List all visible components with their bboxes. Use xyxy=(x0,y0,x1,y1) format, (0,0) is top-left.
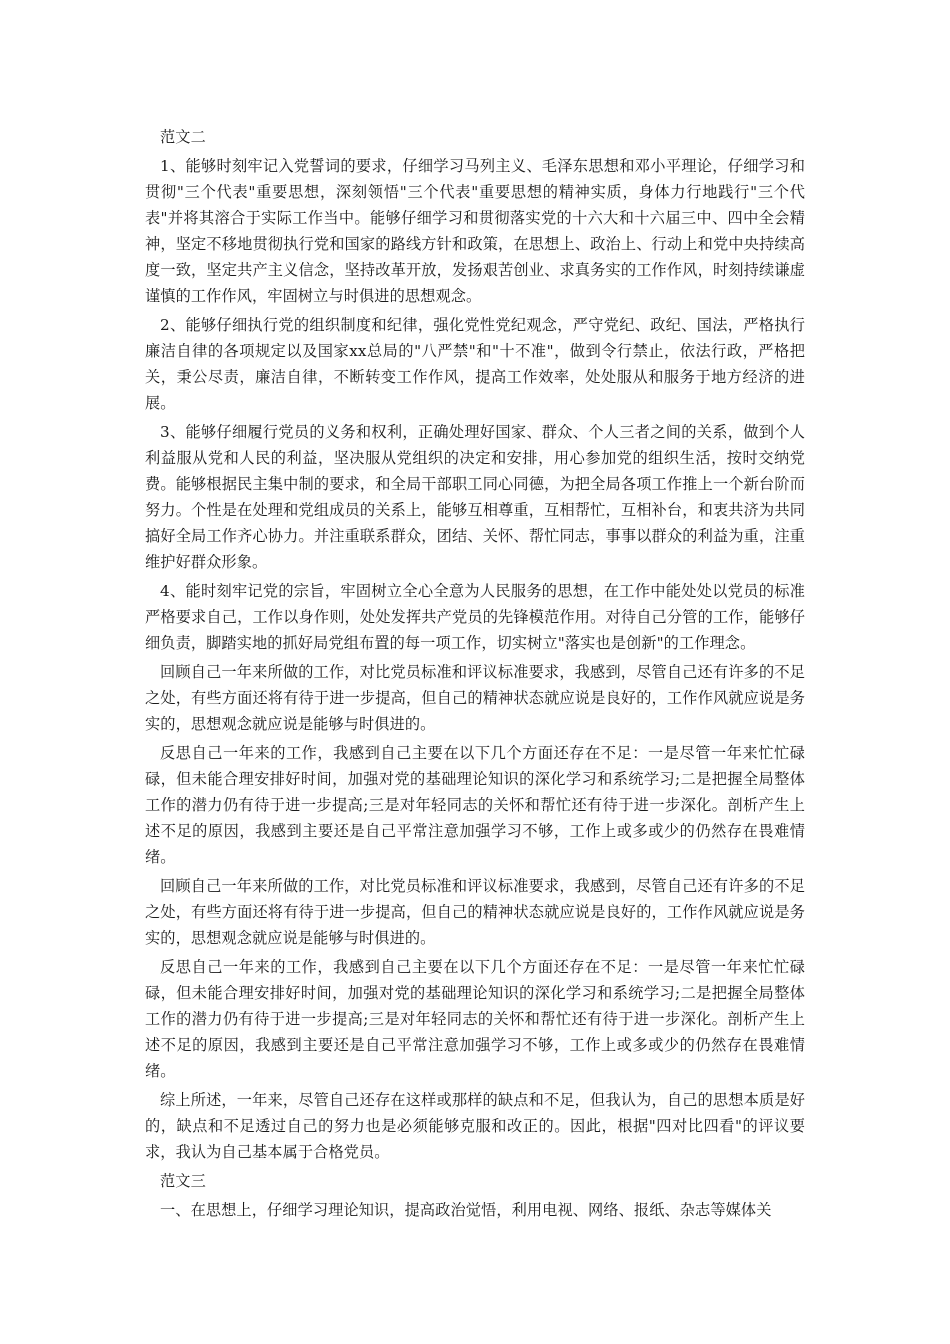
paragraph-2: 2、能够仔细执行党的组织制度和纪律，强化党性党纪观念，严守党纪、政纪、国法，严格执行廉洁自律的各项规定以及国家xx总局的"八严禁"和"十不准"，做到令行禁止，依法行政，严格把关，秉公尽责，廉洁自律，不断转变工作作风，提高工作效率，处处服从和服务于地方经济的进展。 xyxy=(145,316,805,412)
section-heading-3: 范文三 xyxy=(160,1172,206,1190)
paragraph-4: 4、能时刻牢记党的宗旨，牢固树立全心全意为人民服务的思想，在工作中能处处以党员的标准严格要求自己，工作以身作则，处处发挥共产党员的先锋模范作用。对待自己分管的工作，能够仔细负责，脚踏实地的抓好局党组布置的每一项工作，切实树立"落实也是创新"的工作理念。 xyxy=(145,582,805,652)
paragraph-review-2: 回顾自己一年来所做的工作，对比党员标准和评议标准要求，我感到，尽管自己还有许多的不足之处，有些方面还将有待于进一步提高，但自己的精神状态就应说是良好的，工作作风就应说是务实的，思想观念就应说是能够与时俱进的。 xyxy=(145,877,805,947)
document-body xyxy=(145,124,805,1226)
paragraph-reflection-1: 反思自己一年来的工作，我感到自己主要在以下几个方面还存在不足：一是尽管一年来忙忙碌碌，但未能合理安排好时间，加强对党的基础理论知识的深化学习和系统学习;二是把握全局整体工作的潜力仍有待于进一步提高;三是对年轻同志的关怀和帮忙还有待于进一步深化。剖析产生上述不足的原因，我感到主要还是自己平常注意加强学习不够，工作上或多或少的仍然存在畏难情绪。 xyxy=(145,744,805,866)
paragraph-3: 3、能够仔细履行党员的义务和权利，正确处理好国家、群众、个人三者之间的关系，做到个人利益服从党和人民的利益，坚决服从党组织的决定和安排，用心参加党的组织生活，按时交纳党费。能够根据民主集中制的要求，和全局干部职工同心同德，为把全局各项工作推上一个新台阶而努力。个性是在处理和党组成员的关系上，能够互相尊重，互相帮忙，互相补台，和衷共济为共同搞好全局工作齐心协力。并注重联系群众，团结、关怀、帮忙同志，事事以群众的利益为重，注重维护好群众形象。 xyxy=(145,423,805,571)
paragraph-review-1: 回顾自己一年来所做的工作，对比党员标准和评议标准要求，我感到，尽管自己还有许多的不足之处，有些方面还将有待于进一步提高，但自己的精神状态就应说是良好的，工作作风就应说是务实的，思想观念就应说是能够与时俱进的。 xyxy=(145,663,805,733)
paragraph-conclusion: 综上所述，一年来，尽管自己还存在这样或那样的缺点和不足，但我认为，自己的思想本质是好的，缺点和不足透过自己的努力也是必须能够克服和改正的。因此，根据"四对比四看"的评议要求，我认为自己基本属于合格党员。 xyxy=(145,1091,805,1161)
paragraph-3-1: 一、在思想上，仔细学习理论知识，提高政治觉悟，利用电视、网络、报纸、杂志等媒体关 xyxy=(160,1201,772,1219)
section-heading-2: 范文二 xyxy=(160,128,206,146)
paragraph-1: 1、能够时刻牢记入党誓词的要求，仔细学习马列主义、毛泽东思想和邓小平理论，仔细学习和贯彻"三个代表"重要思想，深刻领悟"三个代表"重要思想的精神实质，身体力行地践行"三个代表"并将其溶合于实际工作当中。能够仔细学习和贯彻落实党的十六大和十六届三中、四中全会精神，坚定不移地贯彻执行党和国家的路线方针和政策，在思想上、政治上、行动上和党中央持续高度一致，坚定共产主义信念，坚持改革开放，发扬艰苦创业、求真务实的工作作风，时刻持续谦虚谨慎的工作作风，牢固树立与时俱进的思想观念。 xyxy=(145,157,805,305)
paragraph-reflection-2: 反思自己一年来的工作，我感到自己主要在以下几个方面还存在不足：一是尽管一年来忙忙碌碌，但未能合理安排好时间，加强对党的基础理论知识的深化学习和系统学习;二是把握全局整体工作的潜力仍有待于进一步提高;三是对年轻同志的关怀和帮忙还有待于进一步深化。剖析产生上述不足的原因，我感到主要还是自己平常注意加强学习不够，工作上或多或少的仍然存在畏难情绪。 xyxy=(145,958,805,1080)
